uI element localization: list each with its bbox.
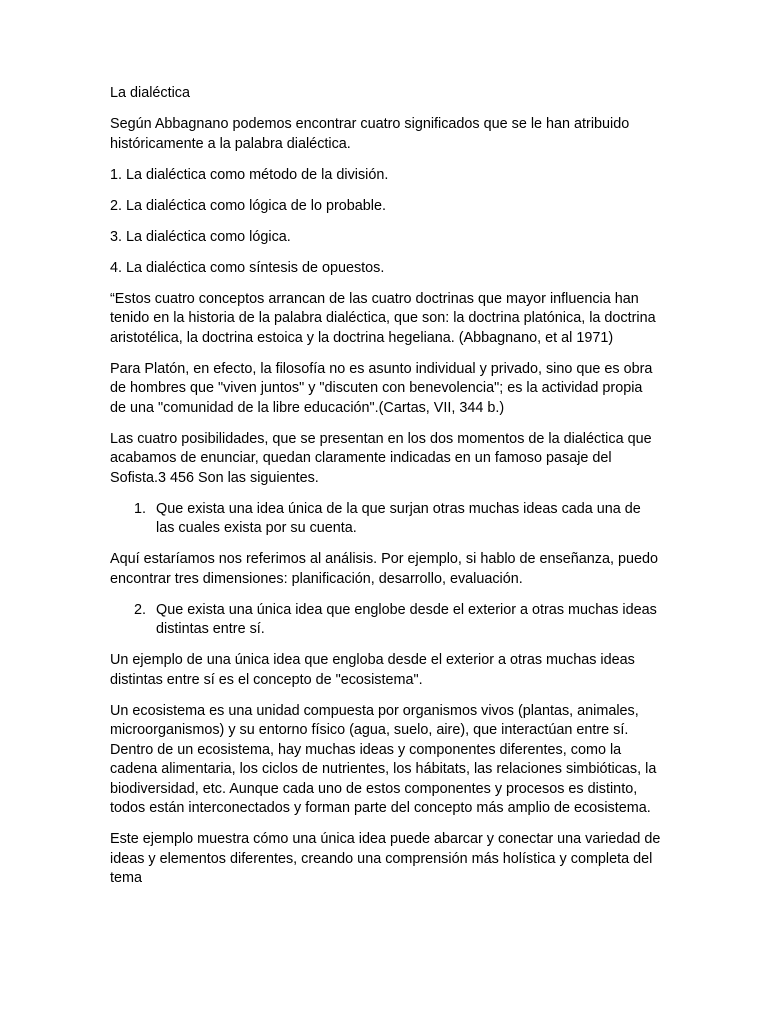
- meaning-item: 4. La dialéctica como síntesis de opuestos.: [110, 259, 385, 276]
- list-number: 1.: [134, 500, 147, 517]
- quote-paragraph: “Estos cuatro conceptos arrancan de las cuatro doctrinas que mayor influencia han tenido en la historia de la palabra dialéctica, que son: la doctrina platónica, la doctrina aristotélica, la doctrina estoica y la doctrina hegeliana. (Abbagnano, et al 1971): [110, 290, 656, 346]
- ecosystem-paragraph: Un ecosistema es una unidad compuesta por organismos vivos (plantas, animales, microorganismos) y su entorno físico (agua, suelo, aire), que interactúan entre sí. Dentro de un ecosistema, hay muchas ideas y componentes diferentes, como la cadena alimentaria, los ciclos de nutrientes, los hábitats, las relaciones simbióticas, la biodiversidad, etc. Aunque cada uno de estos componentes y procesos es distinto, todos están interconectados y forman parte del concepto más amplio de ecosistema.: [110, 702, 657, 816]
- list-number: 2.: [134, 601, 147, 618]
- numbered-item-1: [110, 500, 662, 539]
- conclusion-paragraph: Este ejemplo muestra cómo una única idea puede abarcar y conectar una variedad de ideas y elementos diferentes, creando una comprensión más holística y completa del tema: [110, 831, 661, 886]
- example-paragraph: Un ejemplo de una única idea que engloba desde el exterior a otras muchas ideas distintas entre sí es el concepto de "ecosistema".: [110, 652, 635, 688]
- document-page: [110, 84, 662, 900]
- meaning-item: 1. La dialéctica como método de la división.: [110, 166, 389, 183]
- document-title: La dialéctica: [110, 85, 190, 101]
- list-text: Que exista una única idea que englobe desde el exterior a otras muchas ideas distintas entre sí.: [156, 601, 657, 637]
- analysis-paragraph: Aquí estaríamos nos referimos al análisis. Por ejemplo, si hablo de enseñanza, puedo encontrar tres dimensiones: planificación, desarrollo, evaluación.: [110, 551, 658, 587]
- possibilities-paragraph: Las cuatro posibilidades, que se presentan en los dos momentos de la dialéctica que acabamos de enunciar, quedan claramente indicadas en un famoso pasaje del Sofista.3 456 Son las siguientes.: [110, 430, 652, 486]
- plato-paragraph: Para Platón, en efecto, la filosofía no es asunto individual y privado, sino que es obra de hombres que "viven juntos" y "discuten con benevolencia"; es la actividad propia de una "comunidad de la libre educación".(Cartas, VII, 344 b.): [110, 360, 653, 416]
- meaning-item: 3. La dialéctica como lógica.: [110, 228, 291, 245]
- meaning-item: 2. La dialéctica como lógica de lo probable.: [110, 197, 386, 214]
- intro-paragraph: Según Abbagnano podemos encontrar cuatro significados que se le han atribuido históricamente a la palabra dialéctica.: [110, 116, 630, 152]
- list-text: Que exista una idea única de la que surjan otras muchas ideas cada una de las cuales exista por su cuenta.: [156, 500, 641, 536]
- numbered-item-2: [110, 601, 662, 640]
